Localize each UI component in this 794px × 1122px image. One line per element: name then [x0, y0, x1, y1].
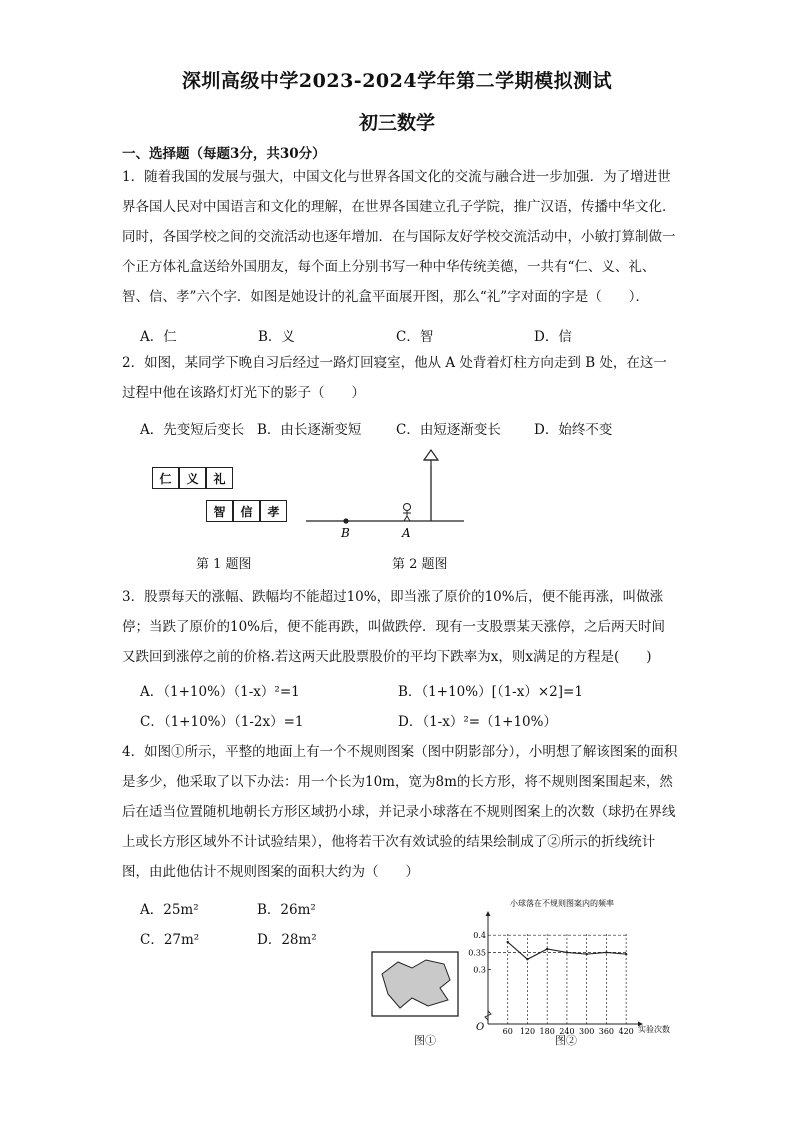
chart-xtick-label: 120 — [519, 1027, 536, 1036]
question-2-text: 2．如图，某同学下晚自习后经过一路灯回寝室，他从 A 处背着灯柱方向走到 B 处，在这一过程中他在该路灯灯光下的影子（ ） — [122, 355, 667, 401]
question-4-text: 4．如图①所示，平整的地面上有一个不规则图案（图中阴影部分），小明想了解该图案的面积是多少，他采取了以下办法：用一个长为10m，宽为8m的长方形，将不规则图案围起来，然后在适当位置随机地朝长方形区域扔小球，并记录小球落在不规则图案上的次数（球扔在界线上或长方形区域外不计试验结果），他将若干次有效试验的结果绘制成了②所示的折线统计图，由此他估计不规则图案的面积大约为（ ） — [122, 744, 678, 880]
q4-option-b: B．26m² — [257, 902, 316, 918]
q2-option-c: C．由短逐渐变长 — [396, 422, 501, 438]
q3-option-b: B．（1+10%）[（1-x）×2]=1 — [398, 684, 583, 700]
q1-option-b: B．义 — [258, 329, 295, 345]
chart-data-point — [605, 951, 607, 953]
chart-xtick-label: 60 — [502, 1027, 513, 1036]
chart-ytick-label: 0.35 — [468, 948, 486, 958]
irregular-pattern-figure — [370, 950, 462, 1022]
figure-2-caption: 第 2 题图 — [392, 557, 448, 572]
q3-option-c: C．（1+10%）（1-2x）=1 — [140, 714, 304, 730]
q3-option-d: D．（1-x）²=（1+10%） — [398, 714, 557, 730]
figure-1-caption: 第 1 题图 — [196, 557, 252, 572]
question-3-text: 3．股票每天的涨幅、跌幅均不能超过10%，即当涨了原价的10%后，便不能再涨，叫做涨停；当跌了原价的10%后，便不能再跌，叫做跌停．现有一支股票某天涨停，之后两天时间又跌回到涨停之前的价格.若这两天此股票股价的平均下跌率为x，则x满足的方程是( ) — [122, 589, 666, 665]
net-cell-zhi: 智 — [206, 500, 233, 522]
chart-origin-label: O — [476, 1022, 485, 1033]
chart-ytick-label: 0.3 — [473, 965, 486, 975]
q2-option-b: B．由长逐渐变短 — [257, 422, 362, 438]
chart-ytick-label: 0.4 — [473, 931, 486, 941]
street-lamp-figure — [300, 440, 480, 545]
q4-option-d: D．28m² — [257, 932, 317, 948]
chart-xtick-label: 180 — [539, 1027, 555, 1036]
chart-xtick-label: 420 — [618, 1027, 634, 1036]
net-cell-ren: 仁 — [152, 467, 179, 489]
q3-option-a: A．（1+10%）（1-x）²=1 — [140, 684, 300, 700]
chart-data-point — [585, 953, 587, 955]
q1-option-d: D．信 — [534, 329, 572, 345]
chart-xtick-label: 300 — [579, 1027, 595, 1036]
q2-option-a: A．先变短后变长 — [140, 422, 245, 438]
section-heading: 一、选择题（每题3分，共30分） — [122, 146, 326, 162]
q4-option-a: A．25m² — [140, 902, 199, 918]
net-cell-xin: 信 — [233, 500, 260, 522]
chart-data-point — [546, 948, 548, 950]
chart-title: 小球落在不规则图案内的频率 — [510, 899, 614, 908]
student-figure — [403, 504, 411, 522]
q2-option-d: D．始终不变 — [534, 422, 613, 438]
chart-xtick-label: 360 — [598, 1027, 615, 1036]
q4-option-c: C．27m² — [140, 932, 200, 948]
net-cell-xiao: 孝 — [260, 500, 287, 522]
question-1-text: 1．随着我国的发展与强大，中国文化与世界各国文化的交流与融合进一步加强．为了增进世界各国人民对中国语言和文化的理解，在世界各国建立孔子学院，推广汉语，传播中华文化．同时，各国学校之间的交流活动也逐年增加．在与国际友好学校交流活动中，小敏打算制做一个正方体礼盒送给外国朋友，每个面上分别书写一种中华传统美德，一共有“仁、义、礼、智、信、孝”六个字．如图是她设计的礼盒平面展开图，那么“礼”字对面的字是（ ）． — [122, 169, 676, 305]
frequency-line-chart — [470, 896, 680, 1042]
q1-option-c: C．智 — [396, 329, 434, 345]
net-cell-li: 礼 — [206, 467, 233, 489]
label-a: A — [402, 526, 411, 540]
chart-y-axis-arrow — [486, 911, 491, 916]
chart-data-point — [566, 951, 568, 953]
chart-data-point — [526, 958, 528, 960]
chart-data-point — [625, 953, 627, 955]
chart-xtick-label: 240 — [559, 1027, 575, 1036]
page-title: 深圳高级中学2023-2024学年第二学期模拟测试 — [181, 70, 613, 92]
label-b: B — [341, 526, 350, 540]
q1-option-a: A．仁 — [140, 329, 177, 345]
figure-4-1-caption: 图① — [414, 1034, 436, 1047]
lamp-head — [424, 450, 438, 460]
point-b-dot — [343, 518, 348, 523]
chart-x-axis-label: 实验次数 — [638, 1025, 670, 1034]
figure-4-2-caption: 图② — [555, 1034, 577, 1047]
chart-data-point — [507, 941, 509, 943]
page-subtitle: 初三数学 — [358, 112, 435, 134]
net-cell-yi: 义 — [179, 467, 206, 489]
